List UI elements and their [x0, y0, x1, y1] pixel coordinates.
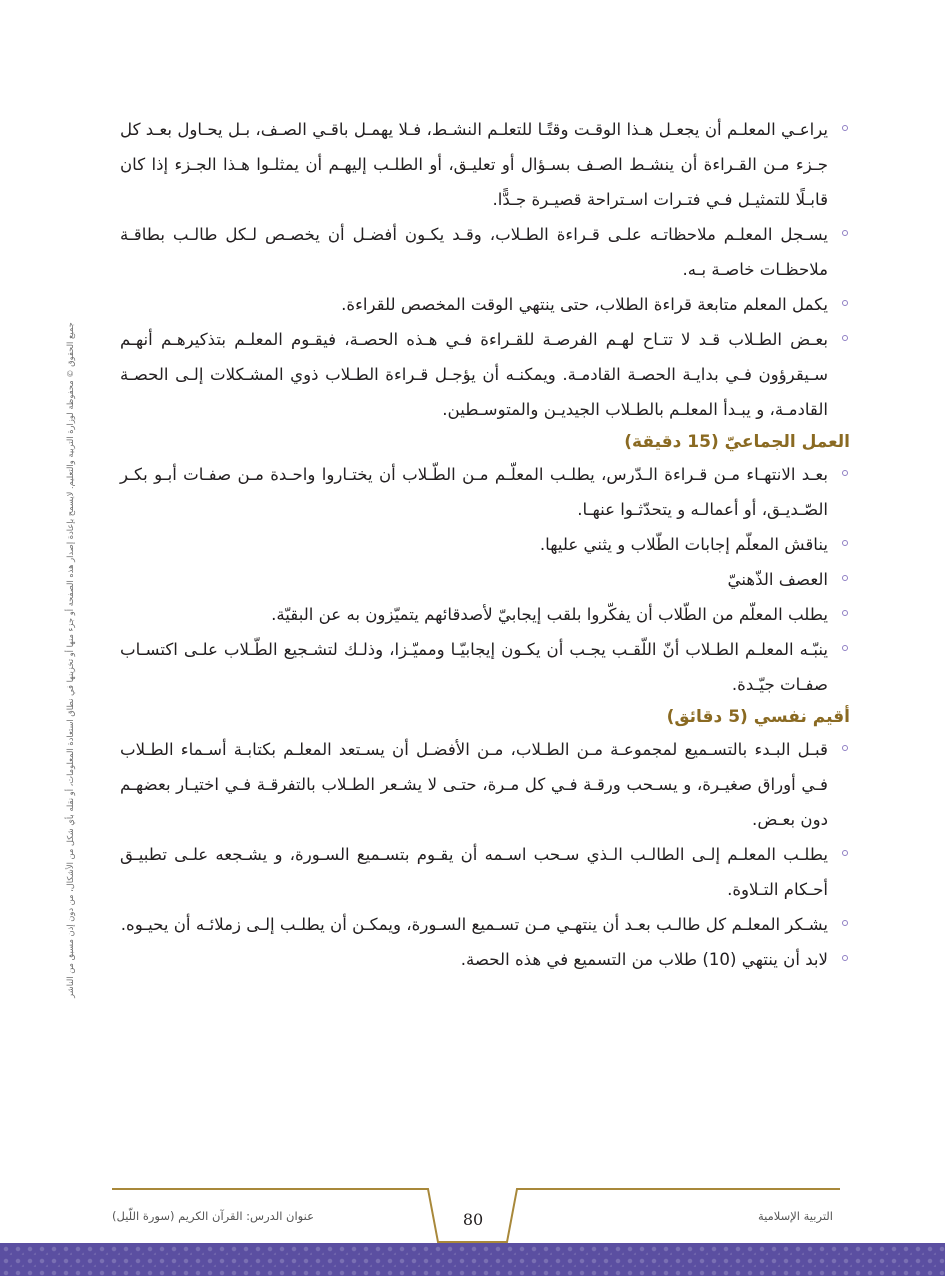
list-item: يناقش المعلّم إجابات الطّلاب و يثني عليها. — [120, 527, 850, 562]
decorative-bottom-band — [0, 1243, 945, 1276]
footer-subject: التربية الإسلامية — [757, 1209, 833, 1223]
footer-lesson-title: عنوان الدرس: القرآن الكريم (سورة اللّيل) — [112, 1209, 314, 1223]
list-item: يطلـب المعلـم إلـى الطالـب الـذي سـحب اسـمه أن يقـوم بتسـميع السـورة، و يشـجعه علـى تطبيـق أحـكام التـلاوة. — [120, 837, 850, 907]
list-item: يكمل المعلم متابعة قراءة الطلاب، حتى ينتهي الوقت المخصص للقراءة. — [120, 287, 850, 322]
list-item: يطلب المعلّم من الطّلاب أن يفكّروا بلقب إيجابيّ لأصدقائهم يتميّزون به عن البقيّة. — [120, 597, 850, 632]
reading-notes-list — [120, 112, 850, 427]
list-item: لابد أن ينتهي (10) طلاب من التسميع في هذه الحصة. — [120, 942, 850, 977]
list-item: يسـجل المعلـم ملاحظاتـه علـى قـراءة الطـلاب، وقـد يكـون أفضـل أن يخصـص لـكل طالـب بطاقـة ملاحظـات خاصـة بـه. — [120, 217, 850, 287]
self-assessment-heading: أقيم نفسي (5 دقائق) — [666, 707, 850, 727]
list-item: بعـض الطـلاب قـد لا تتـاح لهـم الفرصـة للقـراءة فـي هـذه الحصـة، فيقـوم المعلـم بتذكيرهـم أنهـم سـيقرؤون فـي بدايـة الحصـة القادمـة. ويمكنـه أن يؤجـل قـراءة الطـلاب ذوي المشـكلات إلـى الحصـة القادمـة، و يبـدأ المعلـم بالطـلاب الجيديـن والمتوسـطين. — [120, 322, 850, 427]
list-item: قبـل البـدء بالتسـميع لمجموعـة مـن الطـلاب، مـن الأفضـل أن يسـتعد المعلـم بكتابـة أسـماء الطـلاب فـي أوراق صغيـرة، و يسـحب ورقـة فـي كل مـرة، حتـى لا يشـعر الطـلاب بالتفرقـة فـي اختيـار بعضهـم دون بعـض. — [120, 732, 850, 837]
list-item: يراعـي المعلـم أن يجعـل هـذا الوقـت وقتًـا للتعلـم النشـط، فـلا يهمـل باقـي الصـف، بـل يحـاول بعـد كل جـزء مـن القـراءة أن ينشـط الصـف بسـؤال أو تعليـق، أو الطلـب إليهـم أن يمثلـوا هـذا الجـزء إذا كان قابـلًا للتمثيـل فـي فتـرات اسـتراحة قصيـرة جـدًّا. — [120, 112, 850, 217]
copyright-text: جميع الحقوق © محفوظة لوزارة التربية والتعليم. لايسمح بإعادة إصدار هذه الصفحة أو جزء منها أو تخزينها في نطاق استعادة المعلومات، أو نقله بأي شكل من الأشكال، من دون إذن مسبق من الناشر — [65, 322, 75, 998]
group-work-heading: العمل الجماعيّ (15 دقيقة) — [624, 432, 850, 452]
list-item: العصف الذّهنيّ — [120, 562, 850, 597]
page-number: 80 — [462, 1210, 484, 1229]
copyright-side-note — [52, 300, 88, 1020]
list-item: يشـكر المعلـم كل طالـب بعـد أن ينتهـي مـن تسـميع السـورة، ويمكـن أن يطلـب إلـى زملائـه أن يحيـوه. — [120, 907, 850, 942]
self-assessment-list — [120, 732, 850, 977]
group-work-list — [120, 457, 850, 702]
list-item: بعـد الانتهـاء مـن قـراءة الـدّرس، يطلـب المعلّـم مـن الطّـلاب أن يختـاروا واحـدة مـن صفـات أبـو بكـر الصّـديـق، أو أعمالـه و يتحدّثـوا عنهـا. — [120, 457, 850, 527]
list-item: ينبّـه المعلـم الطـلاب أنّ اللّقـب يجـب أن يكـون إيجابيّـا ومميّـزا، وذلـك لتشـجيع الطّـلاب علـى اكتسـاب صفـات جيّـدة. — [120, 632, 850, 702]
page-content — [120, 112, 850, 977]
